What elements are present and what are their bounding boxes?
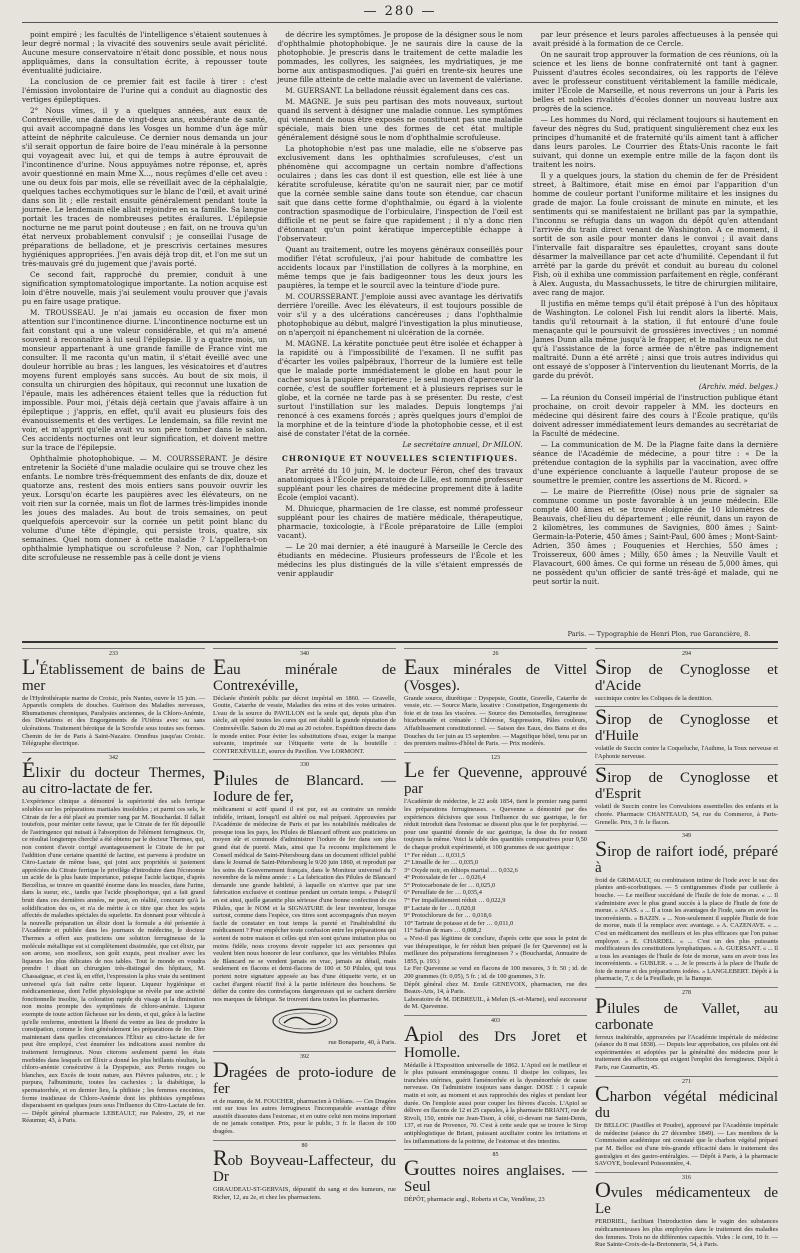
paragraph: M. GUERSANT. La belladone réussit également dans ces cas. bbox=[285, 86, 510, 95]
paragraph: M. Dhuicque, pharmacien de 1re classe, est nommé professeur suppléant pour les chaires de matière médicale, thérapeutique, pharmacie, toxicologie, à l'École préparatoire de Lille (emploi vacant). bbox=[277, 504, 523, 540]
paragraph: Il justifia en même temps qu'il était préposé à l'un des hôpitaux de Washington. Le colonel Fish lui rendit alors la liberté. Mais, tandis qu'il retournait à la station, il fut entouré d'une foule menaçante qui le poursuivit de grossières invectives ; un nommé James Dunn alla même jusqu'à le frapper, et le malheureux ne dut qu'à l'assistance de la force armée de n'être pas indignement maltraité. Dunn a été arrêté ; ainsi que trois autres individus qui ont essayé de s'opposer à l'intervention du lieutenant Morris, de la garde du prévôt. bbox=[532, 299, 778, 380]
ad-body: succinique contre les Coliques de la dentition. bbox=[595, 694, 713, 702]
article-column-3 bbox=[533, 30, 778, 628]
ad-title: Sirop de Cynoglosse et d'Huile bbox=[595, 704, 778, 745]
ad-title: Apiol des Drs Joret et Homolle. bbox=[404, 1020, 587, 1061]
advertisement bbox=[595, 830, 778, 987]
ad-title: Gouttes noires anglaises. — Seul bbox=[404, 1154, 587, 1195]
advertisement bbox=[595, 706, 778, 764]
ad-body: L'expérience clinique a démontré la supériorité des sels ferrique solubles sur les préparations martiales insolubles ; et parmi ces sels, le Citrate de fer a été placé au premier rang par M. Bouchardat. Il fallait toutefois, pour mériter cette faveur, que le Citrate de fer fût dépouillé de l'astringence qui nuisait à l'absorption de l'élément ferrugineux. Or, ce résultat longtemps cherché a été obtenu par le docteur Thermes, qui, non content d'avoir corrigé avantageusement le Citrate de fer par l'addition d'une certaine quantité de lactine, est parvenu à produire un Citro-Lactate de même base, qui joint aux propriétés si justement appréciées du Citrate ferrique le privilège d'introduire dans l'économie un acide de la plus haute importance, puisque l'acide lactique, d'après Berzélius, se trouve en quantité énorme dans les muscles, dans l'urine, dans la sueur, etc., tandis que l'acide phosphorique, qui a fait grand bruit dans ces dernières années, ne peut, en réalité, concourir qu'à la solidification des os, et n'a de mérite à ce titre que chez les sujets affectés de maladies spéciales du squelette. En donnant pour véhicule à la nouvelle préparation un élixir dont la formule a été présentée à l'Académie et publiée dans les journaux de médecine, le docteur Thermes a offert aux praticiens une solution ferrugineuse de la molécule métallique est si complètement dissimulée, que cet élixir, par son arome, son moelleux, son goût exquis, peut rivaliser avec les liqueurs les plus délicates de nos tables. Tout le monde en voudra prendre ! disait un chirurgien très-distingué des hôpitaux, M. Chassaignac, et c'est là, en effet, l'expression la plus vraie du sentiment universel qu'a fait naître cette liqueur. Liqueur hygiénique et médicamenteuse, dont l'effet physiologique se révèle par une activité fonctionnelle insolite, la coloration rapide du visage et la diminution non moins prompte des symptômes de chloro-anémie. Liqueur exempte de toute action fâcheuse sur les dents, et qui, grâce à la lactine qu'elle renferme, entretient la liberté du ventre au lieu de produire la constipation, comme le font généralement les préparations de fer. Dire maintenant dans quelles circonstances l'Élixir au citro-lactate de fer peut être employé, c'est énumérer les indications aussi nombre du traitement ferrugineux. Nous citerons seulement parmi les états morbides dans lesquels cet Élixir a donné les plus brillants résultats, la chloro-anémie consécutive à la Dyspepsie, aux Pertes rouges ou blanches, aux Excès de toute nature, aux Fièvres palustres, etc. ; le purpura, l'albuminurie, toutes les cachexies ; la diabétique, la spermatorrhée, et en dernier lieu, la phthisie ; les femmes enceintes, forme insidieuse de Chloro-Anémie dont les phthisies symptômes disparaissent en quelques jours sous l'influence du Citro-Lactate de fer. — Dépôt général pharmacie LEBEAULT, rue Palestro, 29, et rue Réaumur, 43, à Paris. bbox=[22, 798, 205, 1125]
advertisement bbox=[404, 752, 587, 1015]
advertisement bbox=[404, 1149, 587, 1207]
ad-body: Dr BELLOC (Pastilles et Poudre), approuvé par l'Académie impériale de médecine (séance du 27 décembre 1849). — Les membres de la Commission académique ont constaté que le charbon végétal préparé par M. Belloc est d'une très-grande efficacité dans le traitement des gastralgies et des gastro-entéralgies. — Dépôt à Paris, à la pharmacie SAVOYE, boulevard Poissonnière, 4. bbox=[595, 1122, 778, 1168]
ad-number: 342 bbox=[109, 754, 118, 761]
secretary-signature: Le secrétaire annuel, Dr MILON. bbox=[402, 440, 523, 449]
ad-body: froid de GRIMAULT, ou combinaison intime de l'iode avec le suc des plantes anti-scorbutiques. — 5 centigrammes d'iode par cuillerée à bouche. — Le meilleur succédané de l'huile de foie de morue. « ... Il s'administre avec le plus grand succès à la place de l'huile de foie de morue. » ANAS. « ... Il a tous les avantages de l'iode, sans en avoir les inconvénients. » BAZIN. « ... Non-seulement il supplée l'huile de foie de morue, mais il la remplace avec avantage. » A. CAZENAVE. « ... C'est un médicament des meilleurs et les plus efficaces que l'on puisse employer. » E. CHARDEL. « ... C'est un des plus puissants modificateurs des constitutions lymphatiques. » A. GUERSANT. « ... Il a tous les avantages de l'huile de foie de morue, sans en avoir tous les inconvénients. » GUBLER. « ... Je le prescris à la place de l'huile de foie de morue et des préparations iodées. » LANGLEBERT. Dépôt à la pharmacie, 7, r. de la Feuillade, pr. la Banque. bbox=[595, 876, 778, 983]
paragraph: Quant au traitement, outre les moyens généraux conseillés pour modifier l'état scrofuleux, j'ai pour habitude de combattre les accidents locaux par l'instillation de collyres à la morphine, en même temps que je fais badigeonner tous les deux jours les paupières, la tempe et le sourcil avec la teinture d'iode pure. bbox=[277, 245, 523, 290]
ads-divider bbox=[22, 641, 778, 643]
advertisement bbox=[404, 1015, 587, 1149]
ad-column-2 bbox=[213, 648, 396, 1201]
ad-body: Déclarée d'intérêt public par décret impérial en 1860. — Gravelle, Goutte, Catarrhe de vessie, Maladies des reins et des voies urinaires. L'eau de la source du PAVILLON est la seule qui, depuis plus d'un siècle, ait opéré toutes les cures qui ont établi la grande réputation de Contrexéville. Saison du 20 mai au 20 octobre. Expédition directe dans le monde entier. Pour éviter les substitutions d'eau, exiger la marque suivante, imprimée sur l'étiquette verte de la bouteille : CONTREXÉVILLE, source du Pavillon. Vve LORMONT. bbox=[213, 694, 396, 755]
ad-column-3 bbox=[404, 648, 587, 1203]
paragraph: On ne saurait trop approuver la formation de ces réunions, où la science et les liens de bonne confraternité ont tant à gagner. Puissent d'autres écoles secondaires, où les rapports de l'élève avec le professeur constituent véritablement la famille médicale, imiter l'École de Marseille, et nous reverrons un jour à Paris les belles et nobles rivalités d'écoles donner un nouveau lustre aux progrès de la science. bbox=[532, 50, 778, 113]
advertisement bbox=[213, 759, 396, 1051]
ad-title: Eaux minérales de Vittel (Vosges). bbox=[404, 653, 587, 694]
advertisement bbox=[22, 752, 205, 1129]
ad-title: Charbon végétal médicinal du bbox=[595, 1081, 778, 1122]
advertisement bbox=[213, 1051, 396, 1140]
paragraph: point empiré ; les facultés de l'intelligence s'étaient soutenues à leur degré normal ; la vivacité des souvenirs seule avait périclité. Aucune mesure conservatoire n'était donc possible, et nous nous appliquâmes, dans la consultation écrite, à repousser toute éventualité judiciaire. bbox=[22, 30, 268, 75]
advertisements bbox=[22, 648, 778, 1249]
paragraph: de décrire les symptômes. Je propose de la désigner sous le nom d'ophthalmie photophobique. Je ne saurais dire la cause de la photophobie. Je prescris dans le traitement de cette maladie les pommades, les collyres, les saignées, les mydriatiques, je me borne aux antispasmodiques. J'ai guéri en trente-six heures une jeune fille atteinte de cette maladie avec un lavement de valériane. bbox=[277, 30, 523, 84]
ad-body: et de manne, de M. FOUCHER, pharmacien à Orléans. — Ces Dragées ont sur tous les autres ferrugineux l'incomparable avantage d'être aussitôt dissoutes dans l'estomac, et en outre celui non moins important de ne jamais constiper. Prix, pour le public, 3 fr. le flacon de 100 dragées. bbox=[213, 1097, 396, 1135]
ad-number: 403 bbox=[491, 1017, 500, 1024]
article-columns bbox=[22, 30, 778, 628]
advertisement bbox=[595, 987, 778, 1076]
ad-number: 123 bbox=[491, 754, 500, 761]
ad-column-4 bbox=[595, 648, 778, 1249]
advertisement bbox=[595, 764, 778, 830]
ad-number: 330 bbox=[300, 762, 309, 769]
paragraph: — La communication de M. De la Plagne faite dans la dernière séance de l'Académie de médecine, a pour titre : « De la prétendue contagion de la syphilis par la vaccination, avec offre d'une expérience concluante à laquelle l'auteur propose de se soumettre le premier, contre les assertions de M. Ricord. » bbox=[532, 440, 778, 485]
ad-title: Sirop de Cynoglosse et d'Acide bbox=[595, 653, 778, 694]
paragraph: M. TROUSSEAU. Je n'ai jamais eu occasion de fixer mon attention sur l'incontinence diurne. L'incontinence nocturne est un fait constant qui a une valeur considérable, et qui m'a amené souvent à reconnaître à lui seul l'épilepsie. Il y a quatre mois, un monsieur appartenant à une grande famille de France vint me consulter. Il me raconta qu'un matin, il s'était éveillé avec une douleur horrible au bras ; les langues, les vésicatoires et d'autres moyens furent employés sans succès. Au bout de six mois, il consulta un chirurgien des hôpitaux, qui reconnut une luxation de l'épaule, mais les adhérences étaient telles que la réduction fut impossible. Pour moi, j'étais déjà certain que j'avais affaire à un épileptique ; j'appris, en effet, qu'il avait eu plusieurs fois des évanouissements et des vertiges. Le lendemain, sa fille revint me voir, et m'apprit qu'elle avait vu son père tomber dans le salon. Ces accidents nocturnes ont leur signification, et doivent mettre sur la trace de l'épilepsie. bbox=[22, 308, 268, 452]
ad-title: Eau minérale de Contrexéville, bbox=[213, 653, 396, 694]
paragraph: par leur présence et leurs paroles affectueuses à la pensée qui avait présidé à la formation de ce Cercle. bbox=[532, 30, 778, 48]
ad-number: 278 bbox=[682, 990, 691, 997]
ad-body: GIRAUDEAU-ST-GERVAIS, dépuratif du sang et des humeurs, rue Richer, 12, au 2e, et chez les pharmaciens. bbox=[213, 1186, 396, 1201]
ad-body: volatile de Succin contre la Coqueluche, l'Asthme, la Toux nerveuse et l'Aphonie nerveuse. bbox=[595, 745, 778, 760]
ad-title: Ovules médicamenteux de Le bbox=[595, 1177, 778, 1218]
ad-title: Sirop de raifort iodé, préparé à bbox=[595, 835, 778, 876]
advertisement bbox=[595, 1076, 778, 1172]
ad-number: 85 bbox=[492, 1152, 499, 1159]
ad-title: Dragées de proto-iodure de fer bbox=[213, 1056, 396, 1097]
article-column-1 bbox=[22, 30, 267, 628]
section-heading: CHRONIQUE ET NOUVELLES SCIENTIFIQUES. bbox=[281, 454, 519, 463]
ad-title: Le fer Quevenne, approuvé par bbox=[404, 757, 587, 798]
advertisement bbox=[595, 1172, 778, 1253]
paragraph: Ce second fait, rapproché du premier, conduit à une signification symptomatologique importante. La notion acquise est loin d'être nouvelle, mais j'ai seulement voulu prouver que j'avais pu en faire usage pratique. bbox=[22, 270, 268, 306]
paragraph: Par arrêté du 10 juin, M. le docteur Féron, chef des travaux anatomiques à l'École préparatoire de Lille, est nommé professeur suppléant pour les chaires de médecine proprement dite à ladite École (emploi vacant). bbox=[277, 466, 523, 502]
source-citation: (Archiv. méd. belges.) bbox=[698, 382, 778, 391]
ad-number: 316 bbox=[682, 1174, 691, 1181]
ad-body: volatil de Succin contre les Convulsions essentielles des enfants et la chorée. Pharmacie CHANTEAUD, 54, rue du Commerce, à Paris-Grenelle. Prix, 3 fr. le flacon. bbox=[595, 803, 778, 826]
advertisement bbox=[213, 1140, 396, 1206]
paragraph: M. COURSSERANT. J'emploie aussi avec avantage les dérivatifs derrière l'oreille. Avec les élévateurs, il est toujours possible de voir s'il y a des ulcérations cancéreuses ; dans l'ophthalmie photophobique au début, malgré l'investigation la plus minutieuse, on n'aperçoit ni épanchement ni ulcération de la cornée. bbox=[277, 292, 523, 337]
ad-title: Élixir du docteur Thermes, au citro-lactate de fer. bbox=[22, 757, 205, 798]
ad-body: ferreux inaltérable, approuvées par l'Académie impériale de médecine (séance du 8 mai 1838). — Depuis leur approbation, ces pilules ont été expérimentées et adoptées par la généralité des médecins pour le traitement des affections qui exigent l'emploi des ferrugineux. Dépôt à Paris, rue Caumartin, 45. bbox=[595, 1033, 778, 1072]
paragraph: Il y a quelques jours, la station du chemin de fer de Président street, à Baltimore, était mise en émoi par l'apparition d'un homme de couleur portant l'uniforme militaire et les insignes du grade de major. La foule croissant de minute en minute, et les sentiments qui se manifestaient ne brillant pas par la sympathie, l'inconnu se réfugia dans un wagon du dépôt qu'en attendant l'arrivée du train direct venant de Washington. A ce moment, il sortit de son asile pour monter dans le convoi ; il avait dans l'intervalle fait disparaître ses épaulettes, croyant sans doute désarmer la malveillance par cet acte d'humilité. Cependant il fut arrêté par la garde du prévôt et conduit au bureau du colonel Fish, où il exhiba une commission parfaitement en règle, conférant à Alex. Augusta, du Massachussets, le titre de chirurgien militaire, avec rang de major. bbox=[532, 171, 778, 297]
ad-number: 294 bbox=[682, 651, 691, 657]
ad-number: 349 bbox=[682, 833, 691, 840]
advertisement bbox=[213, 648, 396, 759]
article-column-2 bbox=[277, 30, 522, 628]
printer-imprint: Paris. — Typographie de Henri Plon, rue Garancière, 8. bbox=[567, 630, 751, 638]
ad-body: Médaille à l'Exposition universelle de 1862. L'Apiol est le meilleur et le plus puissant emménagogue connu. Il dissipe les coliques, les tranchées utérines, guérit l'aménorrhée et la dysménorrhée de cause nerveuse. On l'administre toujours sans danger. DOSE : 1 capsule matin et soir, au moment et aux rapprochés des règles et pendant leur durée. On l'emploie aussi pour couper les fièvres d'accès. L'Apiol se délivre en flacons de 12 et 25 capsules, à la pharmacie BRIANT, rue de Rivoli, 150, entrée rue Jean-Tison, à côté, ci-devant rue Saint-Denis, 137, et rue de Provence, 70. C'est à cette seule que se trouve le Sirop antiphlogistique de Briant, puissant auxiliaire contre les irritations et les inflammations de la poitrine, de l'estomac et des intestins. bbox=[404, 1061, 587, 1145]
ad-body: médicament si actif quand il est pur, est au contraire un remède infidèle, irritant, lorsqu'il est altéré ou mal préparé. Approuvées par l'Académie de médecine de Paris et par les notabilités médicales de presque tous les pays, les Pilules de Blancard offrent aux praticiens un moyen sûr et commode d'administrer l'iodure de fer dans son plus grand état de pureté. Mais, ainsi que l'a reconnu implicitement le Conseil médical de Saint-Pétersbourg dans un document officiel publié dans le Journal de Saint-Pétersbourg le 9/20 juin 1860, et reproduit par les soins du Gouvernement français, dans le Moniteur universel du 7 novembre de la même année : « La fabrication des Pilules de Blancard demande une grande habileté, à laquelle on n'arrive que par une fabrication exclusive et continue pendant un certain temps. » Puisqu'il en est ainsi, quelle garantie plus sérieuse d'une bonne confection de ces Pilules, que le NOM et la SIGNATURE de leur inventeur, lorsque surtout, comme dans l'espèce, ces titres sont accompagnés d'un moyen facile de constater en tout temps la pureté et l'inaltérabilité du médicament ? Pour empêcher toute confusion entre les préparations qui sortent de notre maison et celles qui n'en sont qu'une imitation plus ou moins fidèle, nous croyons devoir rappeler ici aux personnes qui veulent bien nous honorer de leur confiance, que les véritables Pilules de Blancard ne se vendent jamais en vrac, jamais au détail, mais seulement en flacons et demi-flacons de 100 et 50 Pilules, qui tous portent notre signature apposée au bas d'une étiquette verte, et un cachet d'argent réactif fixé à la partie inférieure des bouchons. Se défier du contre des contrefaçons dangereuses qui se cachent derrière nos marques de fabrique. Se trouvent dans toutes les pharmacies. bbox=[213, 805, 396, 1003]
paragraph: — La réunion du Conseil impérial de l'instruction publique étant prochaine, on croit devoir rappeler à MM. les docteurs en médecine qui désirent faire des cours à l'École pratique, qu'ils doivent adresser immédiatement leurs demandes au secrétariat de la Faculté de médecine. bbox=[532, 393, 778, 438]
ad-body: de l'Hydrothérapie marine de Croisic, près Nantes, ouvre le 15 juin. — Appareils complets de douches. Guérison des Maladies nerveuses, Rhumatismes chroniques, Paralysies anciennes, de la Chloro-Anémie, des Déviations et des Engorgements de l'Utérus avec ou sans ulcérations. Traitement héroïque de la Scrofule sous toutes ses formes. Chemin de fer de Paris à Saint-Nazaire. Omnibus jusqu'au Croisic. Télégraphe électrique. bbox=[22, 694, 205, 748]
paragraph: — Le 20 mai dernier, a été inauguré à Marseille le Cercle des étudiants en médecine. Plusieurs professeurs de l'École et les médecins les plus distingués de la ville s'étaient empressés de venir applaudir bbox=[277, 542, 523, 578]
advertisement bbox=[404, 648, 587, 752]
ad-title: Pilules de Vallet, au carbonate bbox=[595, 992, 778, 1033]
ad-number: 271 bbox=[682, 1078, 691, 1085]
ad-number: 340 bbox=[300, 651, 309, 657]
ad-title: Pilules de Blancard. — Iodure de fer, bbox=[213, 764, 396, 805]
paragraph: — Les hommes du Nord, qui réclament toujours si hautement en faveur des nègres du Sud, pratiquent singulièrement chez eux les principes d'humanité et de fraternité qu'ils aiment tant à afficher dans leurs paroles. Le Courrier des États-Unis raconte le fait suivant, qui donne un exemple entre mille de la façon dont ils traitent les noirs. bbox=[532, 115, 778, 169]
ad-body: Grande source, diurétique : Dyspepsie, Goutte, Gravelle, Catarrhe de vessie, etc. — Source Marie, laxative : Constipation, Engorgements du foie et de tous les viscères. — Source des Demoiselles, ferrugineuse bicarbonatée et crénatée : Chlorose, Suppression, Pâles couleurs, Affaiblissement constitutionnel. — Saison des Eaux, des Bains et des Douches du 1er juin au 15 septembre. — Magnifique hôtel, tenu par un des premiers maîtres-d'hôtel de Paris. — Prix modérés. bbox=[404, 694, 587, 748]
ad-number: 80 bbox=[301, 1142, 308, 1149]
paragraph: M. MAGNE. Je suis peu partisan des mots nouveaux, surtout quand ils servent à désigner une maladie connue. Les symptômes qui viennent de nous être exposés ne constituent pas une maladie spéciale, mais bien une des formes de cet état multiple généralement désigné sous le nom d'ophthalmie scrofuleuse. bbox=[277, 97, 523, 142]
ad-body: l'Académie de médecine, le 22 août 1854, tient le premier rang parmi les préparations ferrugineuses. « Quevenne a démontré par des expériences décisives que sous l'influence du suc gastrique, le fer réduit introduit dans l'estomac se dissout plus que le fer porphyrisé. — pour une quantité donnée de suc gastrique, la dose du fer restant toujours la même. Voici la table des quantités comparatives pour 0,50 de chaque produit expérimenté, et 100 grammes de suc gastrique : 1° Fer réduit … 0,031,5 2° Limaille de fer … 0,035,0 3° Oxyde noir, en éthiops martial … 0,032,6 4° Protoxalate de fer … 0,026,4 5° Protocarbonate de fer … 0,025,0 6° Persulfate de fer … 0,035,4 7° Fer impalfaitement réduit … 0,022,9 8° Lactate de fer … 0,020,8 9° Protochlorure de fer … 0,018,6 10° Tartrate de potasse et de fer … 0,011,0 11° Safran de mars … 0,008,2 « N'est-il pas légitime de conclure, d'après cette que sous le point de vue thérapeutique, le fer réduit bien préparé (le fer Quevenne) est la meilleure des préparations ferrugineuses ? » (Bouchardat, Annuaire de 1855, p. 193.) Le Fer Quevenne se vend en flacons de 100 mesures, 3 fr. 50 ; id. de 200 grammes (fr. 0,05), 5 fr. ; id. de 100 grammes, 3 fr. Dépôt général chez M. Emile GENEVOIX, pharmacien, rue des Beaux-Arts, 14, à Paris. Laboratoire de M. DEBREUIL, à Melun (S.-et-Marne), seul successeur de M. Quevenne. bbox=[404, 798, 587, 1011]
seal-icon bbox=[270, 1007, 340, 1035]
ad-body: DÉPÔT, pharmacie angl., Roberts et Cie, Vendôme, 23 bbox=[404, 1195, 545, 1203]
blancard-seal bbox=[213, 1007, 396, 1035]
page-number: — 280 — bbox=[363, 4, 437, 19]
ad-column-1 bbox=[22, 648, 205, 1168]
advertisement bbox=[22, 648, 205, 752]
top-divider bbox=[22, 22, 778, 23]
paragraph: — Le maire de Pierrefitte (Oise) nous prie de signaler sa commune comme un poste favorable à un jeune médecin. Elle compte 400 âmes et se trouve éloignée de 10 kilomètres de Beauvais, chef-lieu du département ; elle réunit, dans un rayon de 2 kilomètres, les communes de Savignies, 800 âmes ; Saint-Germain-la-Poterie, 450 âmes ; Saint-Paul, 600 âmes ; Mont-Saint-Adrien, 350 âmes ; Fouquenies et Herchies, 550 âmes ; Troissereux, 600 âmes ; Milly, 650 âmes ; la Neuville Vault et Flavacourt, 600 âmes. Ce qui forme un réseau de 5,000 âmes, qui ne possèdent qu'un officier de santé très-âgé et malade, qui ne peut sortir la nuit. bbox=[532, 487, 778, 586]
ad-signature: rue Bonaparte, 40, à Paris. bbox=[328, 1039, 396, 1047]
ad-number: 392 bbox=[300, 1053, 309, 1060]
paragraph: La photophobie n'est pas une maladie, elle ne s'observe pas exclusivement dans les ophthalmies scrofuleuses, c'est un phénomène qui accompagne un certain nombre d'affections oculaires ; dans les cas dont il est question, elle est liée à une kératite scrofuleuse, kératite qu'on ne saurait nier, par ce motif que la cornée semble saine dans toute son étendue, car chacun sait que dans cette forme d'ophthalmie, ou égard à la violente contraction spasmodique de l'orbiculaire, l'inspection de l'œil est difficile et ne peut se faire que rapidement ; il n'y a donc rien d'étonnant qu'un point kératique imperceptible échappe à l'observateur. bbox=[277, 144, 523, 243]
ad-body: PERDRIEL, facilitant l'introduction dans le vagin des substances médicamenteuses les plus employées dans le traitement des maladies des femmes. Trois no de différentes capacités. Vides : le cent, 10 fr. — Rue Sainte-Croix-de-la-Bretonnerie, 54, à Paris. bbox=[595, 1218, 778, 1249]
ad-number: 233 bbox=[109, 651, 118, 657]
ad-title: L'Établissement de bains de mer bbox=[22, 653, 205, 694]
ad-title: Rob Boyveau-Laffecteur, du Dr bbox=[213, 1145, 396, 1186]
paragraph: La conclusion de ce premier fait est facile à tirer : c'est l'émission involontaire de l'urine qui a conduit au diagnostic des vertiges épileptiques. bbox=[22, 77, 268, 104]
ad-title: Sirop de Cynoglosse et d'Esprit bbox=[595, 762, 778, 803]
advertisement bbox=[595, 648, 778, 706]
paragraph: M. MAGNE. La kératite ponctuée peut être isolée et échapper à la rapidité ou à l'impossibilité de l'examen. Il ne suffit pas d'écarter les voiles palpébraux, l'horreur de la lumière est telle que le malade porte immédiatement le globe en haut pour le cacher sous la paupière supérieure ; le seul moyen d'apercevoir la cornée, c'est de souffler fortement et à plusieurs reprises sur le globe, et la cornée ne tarde pas à se présenter. Du reste, c'est surtout l'instillation sur les malades. Depuis longtemps j'ai renoncé à ces examens forcés ; après quelques jours d'emploi de la morphine et de la teinture d'iode la photophobie cesse, et il est aisé de constater l'état de la cornée. bbox=[277, 339, 523, 438]
ad-number: 26 bbox=[492, 651, 499, 657]
paragraph: 2° Nous vîmes, il y a quelques années, aux eaux de Contrexéville, une dame de vingt-deux ans, exubérante de santé, qui avait accompagné dans les Vosges un homme d'un âge mûr atteint de néphrite calculeuse. Ce dernier nous demanda un jour s'il serait opportun de faire boire de l'eau minérale à la personne qui voyageait avec lui, et qui de temps à autre éprouvait de l'incontinence d'urine. Nous appuyâmes notre réponse, et, après avoir questionné en main Mme X..., nous reçûmes d'elle cet aveu : une ou deux fois par mois, elle se réveillait avec de la céphalalgie, quelques taches ecchymotiques sur le blanc de l'œil, et avait uriné dans son lit ; elle restait ensuite généralement pendant toute la journée. Le lendemain elle allait rejoindre en sa famille. Sa langue portait les traces de nombreuses petites érailures. L'épilepsie nocturne ne me parut point douteuse ; en fait, on ne trouva qu'un état nerveux probablement convulsif ; je conseillai l'usage de préparations de belladone, et je prescrivis certaines mesures hygiéniques appropriées. J'en avais déjà trop dit, et l'on me sut un très-mauvais gré du jugement que j'avais porté. bbox=[22, 106, 268, 268]
paragraph: Ophthalmie photophobique. — M. COURSSERANT. Je désire entretenir la Société d'une maladie oculaire qui se trouve chez les enfants. Le nombre très-fréquemment des enfants de dix, douze et quatorze ans, restent des mois entiers sans pouvoir ouvrir les yeux. Lorsqu'on écarte les paupières avec les élévateurs, on ne voit rien sur la cornée, mais un flot de larmes très-limpides inonde les joues des malades. Au bout de trois semaines, on peut quelquefois apercevoir sur la cornée un petit point blanc du volume d'une tête d'épingle, qui persiste trois, quatre, six semaines. Quel nom donner à cette maladie ? L'appellera-t-on ophthalmie lymphatique ou scrofuleuse ? Non, car l'ophthalmie dite scrofuleuse ne ressemble pas à celle dont je viens bbox=[22, 454, 268, 562]
